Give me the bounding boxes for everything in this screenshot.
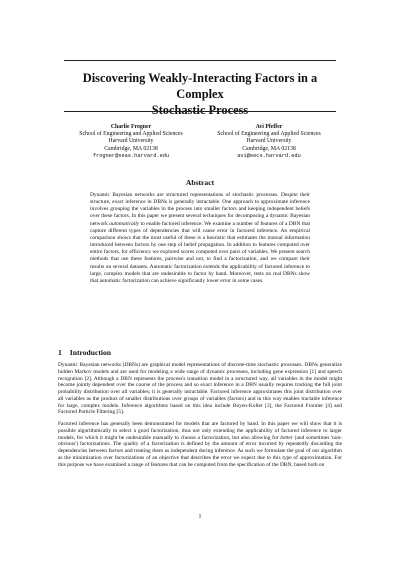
- abstract-heading: Abstract: [185, 178, 215, 187]
- author-email: avi@eecs.harvard.edu: [237, 152, 301, 159]
- abstract-body: [90, 192, 310, 285]
- title-bottom-rule: [64, 111, 336, 112]
- author-dept: School of Engineering and Applied Sciences: [217, 131, 321, 138]
- title-line-1: Discovering Weakly-Interacting Factors in a Complex: [82, 71, 318, 101]
- abstract-text-2: to enable factored inference. We examine a number of features of a DBN that capture different types of dependencies that will cause error in factored inference. An empirical comparison shows that the most useful of these is a heuristic that estimates the mutual information introduced between factors by one step of belief propagation. In addition to features computed over entire factors, for efficiency we explored scores computed over pairs of variables. We present search methods that use these features, pairwise and not, to find a factorization, and we compare their results on several datasets. Automatic factorization extends the applicability of factored inference to large, complex models that are undesirable to factor by hand. Moreover, tests on real DBNs show that automatic factorization can achieve significantly lower error in some cases.: [90, 220, 310, 284]
- intro-p2-emphasis: better: [280, 434, 293, 441]
- abstract-emphasis: automatically: [109, 220, 140, 227]
- section-title: Introduction: [69, 348, 112, 357]
- intro-p2-text-2: (and sometimes 'non-obvious') factorizations. The quality of a factorization is defined by the amount of error incurred by repeatedly discarding the dependencies between factors and treating them as independent during inference. As such we formulate the goal of our algorithm as the minimization over factorizations of an objective that describes the error we expect due to this type of approximation. For this purpose we have examined a range of features that can be computed from the specification of the DBN, based both on: [58, 434, 342, 468]
- author-email: frogner@seas.harvard.edu: [92, 152, 170, 159]
- author-institution: Harvard University: [108, 138, 154, 145]
- abstract-paragraph: [90, 192, 310, 285]
- page-number: 1: [198, 514, 202, 520]
- author-dept: School of Engineering and Applied Sciences: [79, 131, 183, 138]
- section-body: [58, 362, 342, 473]
- title-line-2: Stochastic Process: [151, 103, 249, 117]
- section-number: 1: [58, 348, 62, 357]
- abstract-text-1: Dynamic Bayesian networks are structured representations of stochastic processes. Despite their structure, exact inference in DBNs is generally intractable. One approach to approximate inference involves grouping the variables in the process into smaller factors and keeping independent beliefs over these factors. In this paper we present several techniques for decomposing a dynamic Bayesian network: [90, 192, 310, 227]
- section-heading: [58, 348, 111, 357]
- author-block-2: [194, 124, 344, 160]
- author-block-1: [56, 124, 206, 160]
- author-city: Cambridge, MA 02138: [242, 145, 296, 152]
- intro-paragraph-2: [58, 421, 342, 468]
- intro-p2-text-1: Factored inference has generally been demonstrated for models that are factored by hand. In this paper we will show that it is possible algorithmically to select a good factorization, thus not only extending the applicability of factored inference to larger models, for which it might be undesirable manually to choose a factorization, but also allowing for: [58, 421, 342, 441]
- author-name: Avi Pfeffer: [255, 124, 283, 130]
- author-city: Cambridge, MA 02138: [104, 145, 158, 152]
- intro-paragraph-1: Dynamic Bayesian networks (DBNs) are graphical model representations of discrete-time stochastic processes. DBNs generalize hidden Markov models and are used for modeling a wide range of dynamic processes, including gene expression [1] and speech recognition [2]. Although a DBN represents the process's transition model in a structured way, all variables in the model might become jointly dependent over the course of the process and so exact inference in a DBN usually requires tracking the full joint probability distribution over all variables; it is generally intractable. Factored inference approximates this joint distribution over all variables as the product of smaller distributions over groups of variables (factors) and in this way enables tractable inference for large, complex models. Inference algorithms based on this idea include Boyen-Koller [3], the Factored Frontier [4] and Factored Particle Filtering [5].: [58, 362, 342, 416]
- author-name: Charlie Frogner: [110, 124, 152, 130]
- author-institution: Harvard University: [246, 138, 292, 145]
- title-top-rule: [64, 60, 336, 61]
